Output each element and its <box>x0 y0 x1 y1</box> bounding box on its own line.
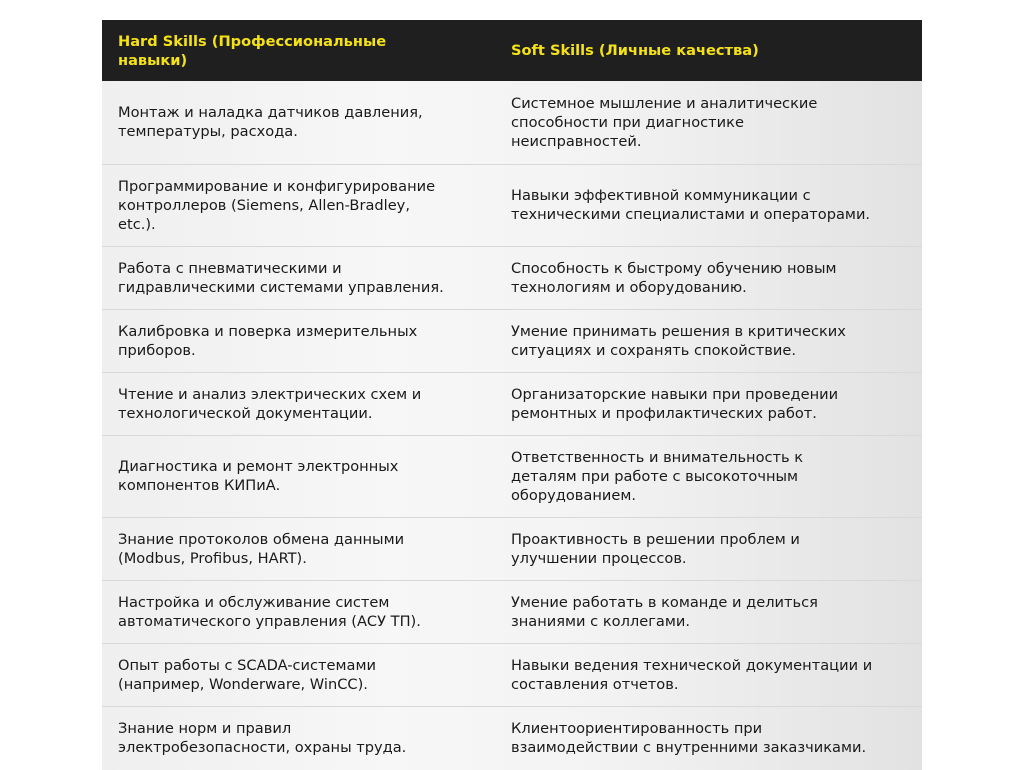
hard-skill-cell <box>102 372 495 435</box>
skills-table-container <box>102 20 922 770</box>
hard-skill-line: приборов. <box>118 341 196 359</box>
table-row <box>102 517 922 580</box>
hard-skill-line: Диагностика и ремонт электронных <box>118 458 399 475</box>
soft-skill-line: Клиентоориентированность при <box>511 719 763 737</box>
hard-skill-line: автоматического управления (АСУ ТП). <box>118 612 421 630</box>
soft-skill-line: Системное мышление и аналитические <box>511 94 818 112</box>
header-soft-skills <box>495 20 922 81</box>
hard-skill-line: Чтение и анализ электрических схем и <box>118 385 422 403</box>
hard-skill-line: температуры, расхода. <box>118 123 298 141</box>
table-row <box>102 706 922 769</box>
hard-skill-line: гидравлическими системами управления. <box>118 278 444 296</box>
soft-skill-line: деталям при работе с высокоточным <box>511 467 799 485</box>
header-hard-line: навыки) <box>118 51 188 69</box>
table-header-row <box>102 20 922 81</box>
soft-skill-line: технологиям и оборудованию. <box>511 278 747 296</box>
soft-skill-line: ситуациях и сохранять спокойствие. <box>511 341 796 359</box>
header-hard-line: Hard Skills (Профессиональные <box>118 32 387 50</box>
soft-skill-cell <box>495 580 922 643</box>
soft-skill-cell <box>495 164 922 246</box>
soft-skill-cell <box>495 372 922 435</box>
soft-skill-line: взаимодействии с внутренними заказчиками. <box>511 738 867 756</box>
soft-skill-line: улучшении процессов. <box>511 549 687 567</box>
soft-skill-cell <box>495 643 922 706</box>
hard-skill-line: Монтаж и наладка датчиков давления, <box>118 104 423 122</box>
header-hard-skills <box>102 20 495 81</box>
hard-skill-cell <box>102 164 495 246</box>
soft-skill-line: составления отчетов. <box>511 675 679 693</box>
soft-skill-line: Способность к быстрому обучению новым <box>511 259 837 277</box>
hard-skill-line: etc.). <box>118 215 156 233</box>
hard-skill-line: технологической документации. <box>118 404 373 422</box>
hard-skill-line: (Modbus, Profibus, HART). <box>118 549 307 567</box>
soft-skill-line: Навыки ведения технической документации и <box>511 656 873 674</box>
soft-skill-cell <box>495 246 922 309</box>
soft-skill-line: неисправностей. <box>511 132 642 150</box>
soft-skill-cell <box>495 706 922 769</box>
soft-skill-line: Проактивность в решении проблем и <box>511 530 800 548</box>
hard-skill-line: Знание протоколов обмена данными <box>118 530 405 548</box>
soft-skill-line: знаниями с коллегами. <box>511 612 690 630</box>
hard-skill-line: контроллеров (Siemens, Allen-Bradley, <box>118 196 410 214</box>
table-row <box>102 246 922 309</box>
table-row <box>102 580 922 643</box>
soft-skill-cell <box>495 435 922 517</box>
hard-skill-line: Знание норм и правил <box>118 719 292 737</box>
hard-skill-cell <box>102 643 495 706</box>
soft-skill-line: Умение принимать решения в критических <box>511 322 846 340</box>
table-row <box>102 164 922 246</box>
soft-skill-line: техническими специалистами и операторами. <box>511 206 871 223</box>
soft-skill-line: Ответственность и внимательность к <box>511 448 804 466</box>
hard-skill-cell <box>102 580 495 643</box>
hard-skill-line: электробезопасности, охраны труда. <box>118 738 407 756</box>
table-row <box>102 643 922 706</box>
hard-skill-line: компонентов КИПиА. <box>118 477 281 494</box>
table-row <box>102 309 922 372</box>
soft-skill-line: способности при диагностике <box>511 113 744 131</box>
hard-skill-line: Настройка и обслуживание систем <box>118 593 390 611</box>
soft-skill-line: Навыки эффективной коммуникации с <box>511 187 811 204</box>
header-soft-line: Soft Skills (Личные качества) <box>511 42 759 59</box>
hard-skill-line: Калибровка и поверка измерительных <box>118 322 418 340</box>
table-row <box>102 372 922 435</box>
soft-skill-cell <box>495 81 922 164</box>
hard-skill-cell <box>102 706 495 769</box>
hard-skill-cell <box>102 435 495 517</box>
soft-skill-cell <box>495 309 922 372</box>
hard-skill-cell <box>102 246 495 309</box>
hard-skill-line: Опыт работы с SCADA-системами <box>118 656 376 674</box>
hard-skill-line: (например, Wonderware, WinCC). <box>118 675 368 693</box>
hard-skill-cell <box>102 81 495 164</box>
hard-skill-cell <box>102 517 495 580</box>
soft-skill-line: Умение работать в команде и делиться <box>511 593 818 611</box>
hard-skill-line: Программирование и конфигурирование <box>118 177 436 195</box>
soft-skill-line: Организаторские навыки при проведении <box>511 385 839 403</box>
table-row <box>102 81 922 164</box>
soft-skill-line: оборудованием. <box>511 486 636 504</box>
skills-table <box>102 20 922 769</box>
table-row <box>102 435 922 517</box>
soft-skill-line: ремонтных и профилактических работ. <box>511 404 817 422</box>
hard-skill-line: Работа с пневматическими и <box>118 259 342 277</box>
hard-skill-cell <box>102 309 495 372</box>
soft-skill-cell <box>495 517 922 580</box>
